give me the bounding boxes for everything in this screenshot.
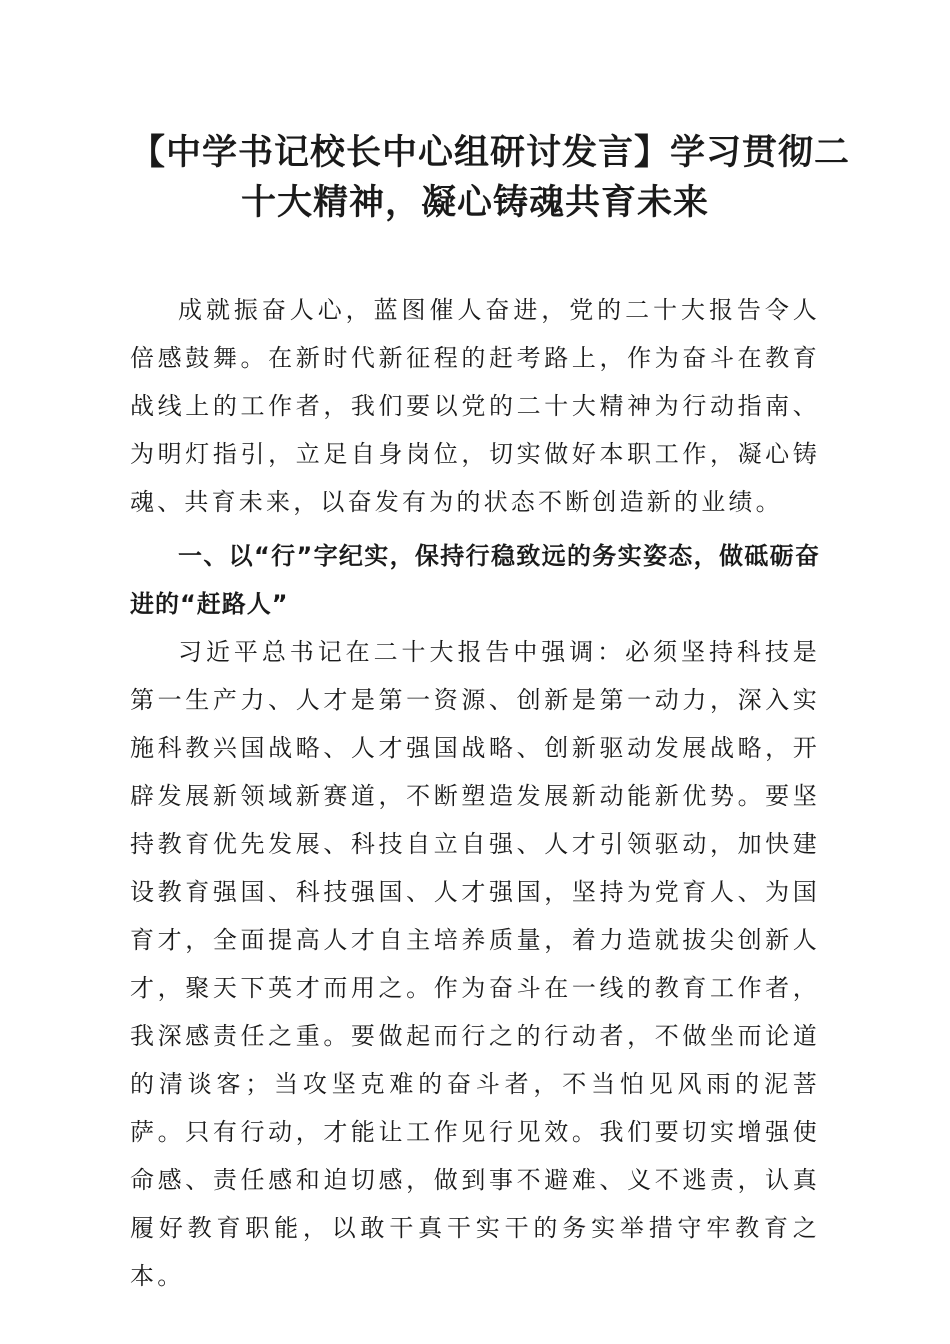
document-title — [130, 128, 851, 228]
section-heading-1: 一、以“行”字纪实，保持行稳致远的务实姿态，做砥砺奋进的“赶路人” — [130, 542, 820, 618]
intro-paragraph: 成就振奋人心，蓝图催人奋进，党的二十大报告令人倍感鼓舞。在新时代新征程的赶考路上，作为奋斗在教育战线上的工作者，我们要以党的二十大精神为行动指南、为明灯指引，立足自身岗位，切实做好本职工作，凝心铸魂、共育未来，以奋发有为的状态不断创造新的业绩。 — [130, 296, 820, 516]
title-line-2: 十大精神，凝心铸魂共育未来 — [240, 182, 709, 223]
section-paragraph-1: 习近平总书记在二十大报告中强调：必须坚持科技是第一生产力、人才是第一资源、创新是第一动力，深入实施科教兴国战略、人才强国战略、创新驱动发展战略，开辟发展新领域新赛道，不断塑造发展新动能新优势。要坚持教育优先发展、科技自立自强、人才引领驱动，加快建设教育强国、科技强国、人才强国，坚持为党育人、为国育才，全面提高人才自主培养质量，着力造就拔尖创新人才，聚天下英才而用之。作为奋斗在一线的教育工作者，我深感责任之重。要做起而行之的行动者，不做坐而论道的清谈客；当攻坚克难的奋斗者，不当怕见风雨的泥菩萨。只有行动，才能让工作见行见效。我们要切实增强使命感、责任感和迫切感，做到事不避难、义不逃责，认真履好教育职能，以敢干真干实干的务实举措守牢教育之本。 — [130, 638, 820, 1290]
title-line-1: 【中学书记校长中心组研讨发言】学习贯彻二 — [130, 132, 851, 173]
document-body — [130, 286, 820, 1300]
